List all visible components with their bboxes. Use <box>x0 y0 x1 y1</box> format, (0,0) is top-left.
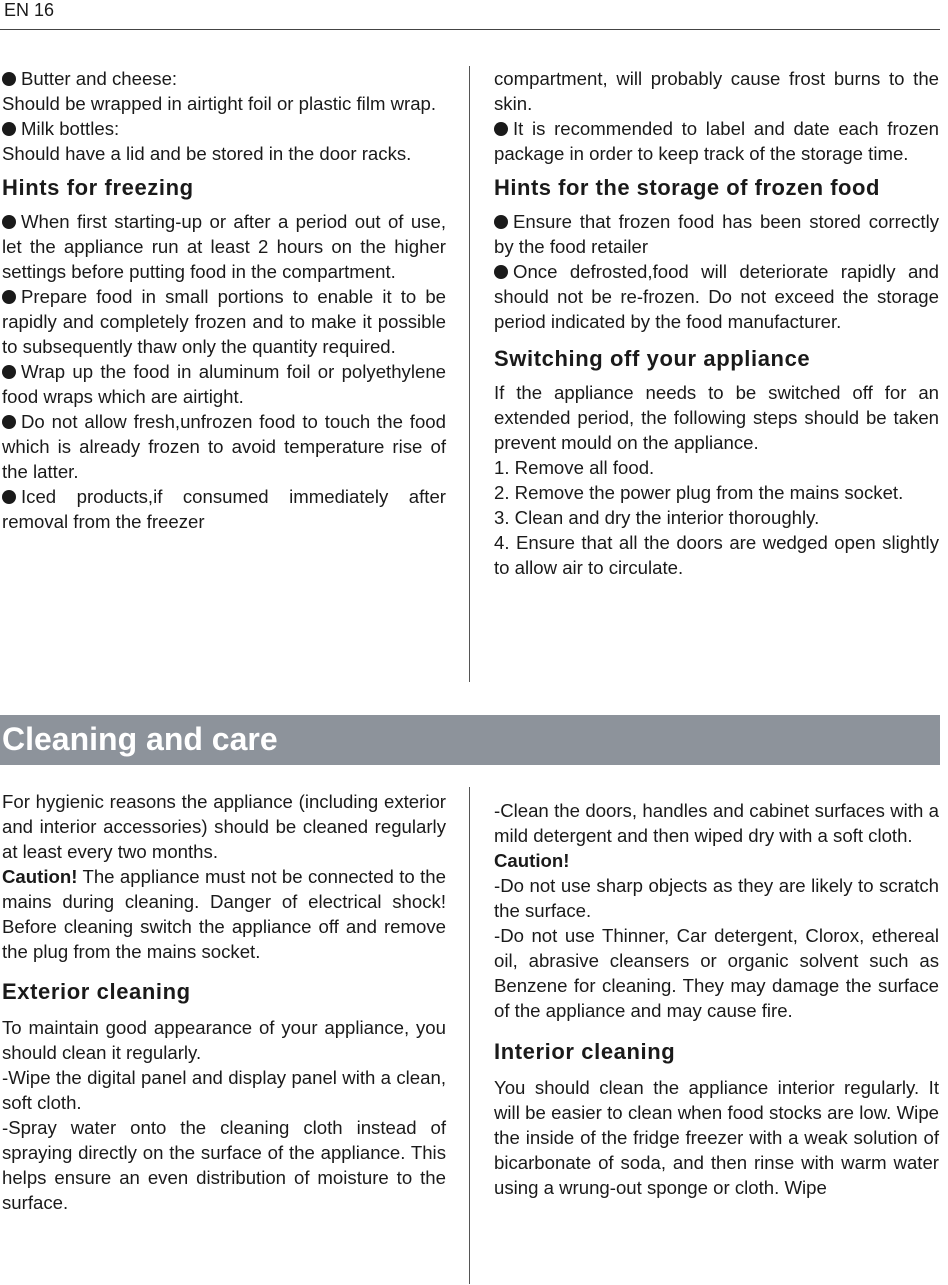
column-divider-bottom <box>469 787 470 1284</box>
milk-bottles-text: Should have a lid and be stored in the door racks. <box>2 143 412 164</box>
heading-storage-frozen-food: Hints for the storage of frozen food <box>494 175 880 200</box>
page-number: EN 16 <box>4 0 55 20</box>
bullet-icon <box>2 415 16 429</box>
exterior-tip-1: To maintain good appearance of your appliance, you should clean it regularly. <box>2 1017 446 1063</box>
bullet-icon <box>494 265 508 279</box>
bullet-icon <box>2 490 16 504</box>
caution-tip-2: -Do not use Thinner, Car detergent, Clorox, ethereal oil, abrasive cleansers or organic solvent such as Benzene for cleaning. They may damage the surface of the appliance and may cause fire. <box>494 925 939 1021</box>
caution-label: Caution! <box>2 866 78 887</box>
exterior-tip-3: -Spray water onto the cleaning cloth instead of spraying directly on the surface of the appliance. This helps ensure an even distribution of moisture to the surface. <box>2 1117 446 1213</box>
butter-cheese-title: Butter and cheese: <box>2 66 446 91</box>
cleaning-intro: For hygienic reasons the appliance (including exterior and interior accessories) should be cleaned regularly at least every two months. <box>2 791 446 862</box>
column-divider-top <box>469 66 470 682</box>
heading-switching-off: Switching off your appliance <box>494 346 811 371</box>
milk-bottles-title: Milk bottles: <box>2 116 446 141</box>
storage-tip-2: Once defrosted,food will deteriorate rapidly and should not be re-frozen. Do not exceed the storage period indicated by the food manufacturer. <box>494 261 939 332</box>
switch-off-step-4: 4. Ensure that all the doors are wedged open slightly to allow air to circulate. <box>494 532 939 578</box>
bullet-icon <box>2 215 16 229</box>
heading-exterior-cleaning: Exterior cleaning <box>2 979 191 1004</box>
section-title: Cleaning and care <box>2 721 278 757</box>
right-column-top <box>494 66 939 580</box>
header-divider <box>0 29 940 30</box>
heading-hints-freezing: Hints for freezing <box>2 175 194 200</box>
heading-interior-cleaning: Interior cleaning <box>494 1039 676 1064</box>
caution-heading: Caution! <box>494 850 570 871</box>
left-column-top <box>2 66 446 534</box>
caution-paragraph: Caution! The appliance must not be connected to the mains during cleaning. Danger of electrical shock! Before cleaning switch the appliance off and remove the plug from the mains socket. <box>2 866 446 962</box>
butter-cheese-text: Should be wrapped in airtight foil or plastic film wrap. <box>2 93 437 114</box>
freezing-tip-1: When first starting-up or after a period out of use, let the appliance run at least 2 hours on the higher settings before putting food in the compartment. <box>2 211 446 282</box>
caution-tip-1: -Do not use sharp objects as they are likely to scratch the surface. <box>494 875 939 921</box>
label-date-tip: It is recommended to label and date each frozen package in order to keep track of the storage time. <box>494 118 939 164</box>
bullet-icon <box>2 122 16 136</box>
freezing-tip-4: Do not allow fresh,unfrozen food to touch the food which is already frozen to avoid temperature rise of the latter. <box>2 411 446 482</box>
storage-tip-1: Ensure that frozen food has been stored correctly by the food retailer <box>494 211 939 257</box>
switch-off-step-1: 1. Remove all food. <box>494 457 655 478</box>
switch-off-step-3: 3. Clean and dry the interior thoroughly. <box>494 507 820 528</box>
bullet-icon <box>2 365 16 379</box>
freezing-tip-3: Wrap up the food in aluminum foil or polyethylene food wraps which are airtight. <box>2 361 446 407</box>
left-column-bottom <box>2 789 446 1215</box>
bullet-icon <box>494 122 508 136</box>
freezing-tip-2: Prepare food in small portions to enable it to be rapidly and completely frozen and to make it possible to subsequently thaw only the quantity required. <box>2 286 446 357</box>
bullet-icon <box>2 290 16 304</box>
exterior-tip-2: -Wipe the digital panel and display panel with a clean, soft cloth. <box>2 1067 446 1113</box>
right-column-bottom <box>494 798 939 1200</box>
frost-burn-text: compartment, will probably cause frost burns to the skin. <box>494 68 939 114</box>
bullet-icon <box>2 72 16 86</box>
interior-cleaning-text: You should clean the appliance interior regularly. It will be easier to clean when food stocks are low. Wipe the inside of the fridge freezer with a weak solution of bicarbonate of soda, and then rinse with warm water using a wrung-out sponge or cloth. Wipe <box>494 1077 939 1198</box>
switch-off-intro: If the appliance needs to be switched off for an extended period, the following steps should be taken prevent mould on the appliance. <box>494 382 939 453</box>
switch-off-step-2: 2. Remove the power plug from the mains socket. <box>494 482 904 503</box>
section-banner <box>0 715 940 765</box>
clean-doors-tip: -Clean the doors, handles and cabinet surfaces with a mild detergent and then wiped dry with a soft cloth. <box>494 800 939 846</box>
freezing-tip-5: Iced products,if consumed immediately after removal from the freezer <box>2 486 446 532</box>
bullet-icon <box>494 215 508 229</box>
